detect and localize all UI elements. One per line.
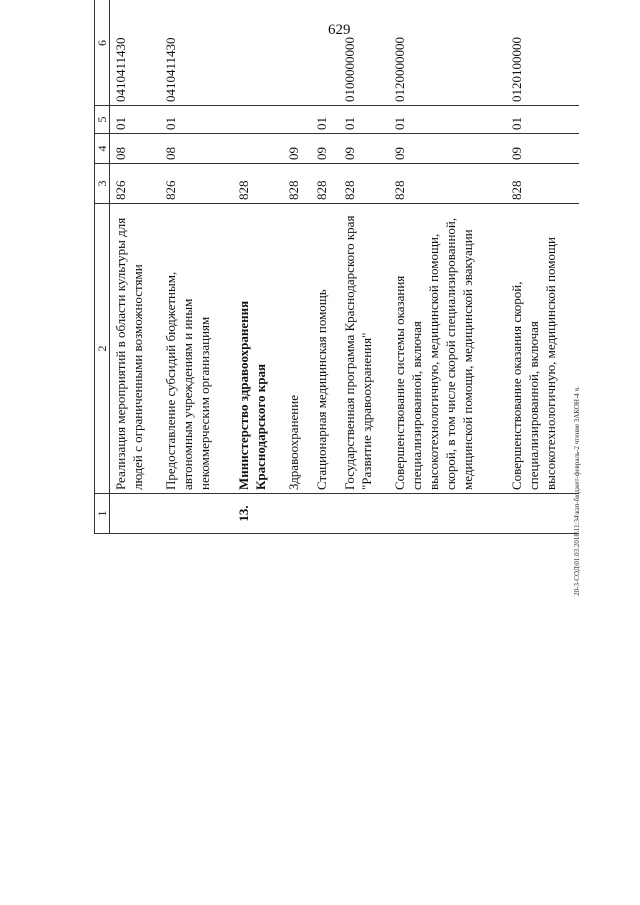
- header-cell: 2: [95, 204, 110, 494]
- subsection-code: 01: [110, 106, 161, 134]
- ministry-code: 828: [389, 164, 507, 204]
- ministry-code: 828: [283, 164, 311, 204]
- table-row: [110, 0, 161, 534]
- row-name: Совершенствование оказания скорой, специализированной, включая высокотехнологичную, медицинской помощи: [506, 204, 579, 494]
- budget-table: [94, 0, 579, 534]
- header-cell: 3: [95, 164, 110, 204]
- ministry-code: 828: [339, 164, 389, 204]
- table-row: [506, 0, 579, 534]
- target-code: 0120000000: [389, 0, 507, 106]
- header-cell: 5: [95, 106, 110, 134]
- table-row: [283, 0, 311, 534]
- target-code: [311, 0, 339, 106]
- target-code: [233, 0, 283, 106]
- row-name: Здравоохранение: [283, 204, 311, 494]
- target-code: 0120100000: [506, 0, 579, 106]
- section-code: 09: [506, 134, 579, 164]
- section-code: 09: [339, 134, 389, 164]
- row-name: Совершенствование системы оказания специализированной, включая высокотехнологичную, медицинской помощи, скорой, в том числе скорой специализированной, медицинской помощи, медицинской эвакуации: [389, 204, 507, 494]
- subsection-code: 01: [389, 106, 507, 134]
- ministry-code: 828: [311, 164, 339, 204]
- subsection-code: [283, 106, 311, 134]
- page-number: 629: [328, 22, 351, 38]
- target-code: 0410411430: [110, 0, 161, 106]
- subsection-code: [233, 106, 283, 134]
- row-name: Министерство здравоохранения Краснодарского края: [233, 204, 283, 494]
- header-cell: 1: [95, 494, 110, 534]
- row-number: [283, 494, 311, 534]
- subsection-code: 01: [506, 106, 579, 134]
- ministry-code: 826: [160, 164, 233, 204]
- section-code: 08: [110, 134, 161, 164]
- ministry-code: 826: [110, 164, 161, 204]
- row-number: [110, 494, 161, 534]
- row-name: Реализация мероприятий в области культуры для людей с ограниченными возможностями: [110, 204, 161, 494]
- row-name: Стационарная медицинская помощь: [311, 204, 339, 494]
- table-row: [339, 0, 389, 534]
- section-code: 09: [389, 134, 507, 164]
- section-code: 08: [160, 134, 233, 164]
- row-number: [506, 494, 579, 534]
- header-cell: 4: [95, 134, 110, 164]
- row-name: Предоставление субсидий бюджетным, автономным учреждениям и иным некоммерческим организациям: [160, 204, 233, 494]
- table-row: [389, 0, 507, 534]
- row-number: [389, 494, 507, 534]
- target-code: [283, 0, 311, 106]
- section-code: 09: [283, 134, 311, 164]
- row-number: [160, 494, 233, 534]
- row-number: [339, 494, 389, 534]
- row-number: [311, 494, 339, 534]
- section-code: 09: [311, 134, 339, 164]
- target-code: 0100000000: [339, 0, 389, 106]
- file-path-note: 20-3-СОД\01.03.2018\11:34\кзп-бюджет-февраль-2 чтение ЗАКОН-4 ч.: [573, 386, 581, 596]
- rotated-table-wrapper: [94, 37, 640, 534]
- section-code: [233, 134, 283, 164]
- ministry-code: 828: [506, 164, 579, 204]
- row-name: Государственная программа Краснодарского края "Развитие здравоохранения": [339, 204, 389, 494]
- header-row: [95, 0, 110, 534]
- subsection-code: 01: [160, 106, 233, 134]
- table-row: [311, 0, 339, 534]
- target-code: 0410411430: [160, 0, 233, 106]
- ministry-code: 828: [233, 164, 283, 204]
- subsection-code: 01: [339, 106, 389, 134]
- table-row: [160, 0, 233, 534]
- header-cell: 6: [95, 0, 110, 106]
- table-row: [233, 0, 283, 534]
- row-number: 13.: [233, 494, 283, 534]
- subsection-code: 01: [311, 106, 339, 134]
